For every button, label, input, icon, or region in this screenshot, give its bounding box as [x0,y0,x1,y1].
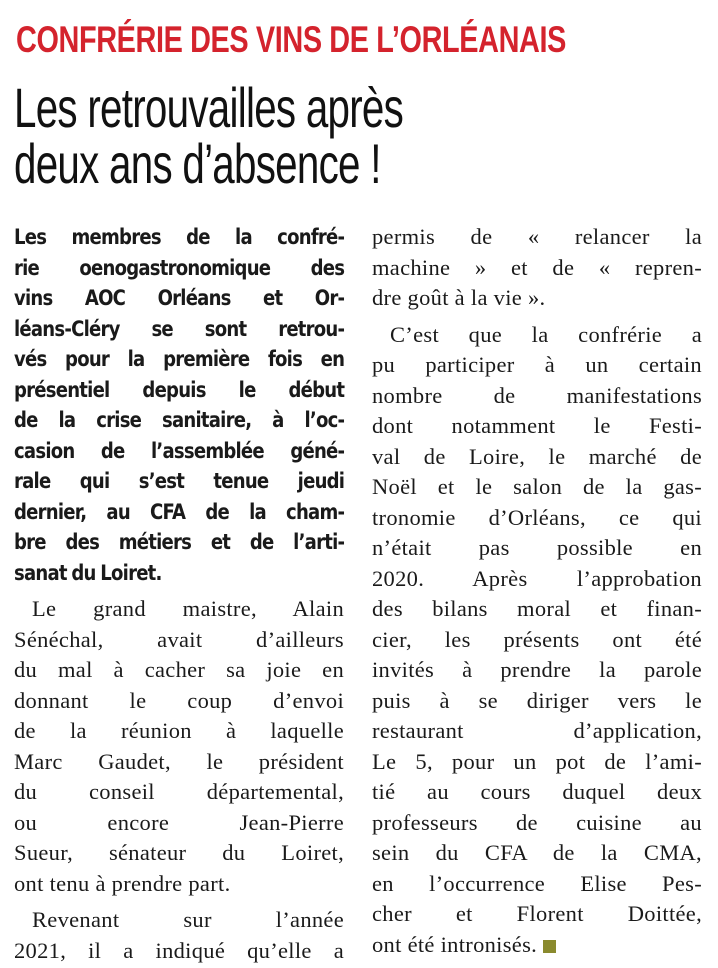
paragraph [372,320,702,961]
text-line [372,808,702,839]
text-line-content: présentiel depuis le début [14,377,345,402]
end-of-article-square-icon [543,940,556,953]
text-line [372,869,702,900]
text-line [14,375,344,406]
text-line [372,625,702,656]
text-line-content: dernier, au CFA de la cham- [14,499,345,524]
text-line-content: rie oenogastronomique des [14,255,345,280]
text-line [14,497,344,528]
text-line-content: Sénéchal, avait d’ailleurs [14,626,344,652]
text-line-content: cier, les présents ont été [372,626,702,652]
text-line-content: tié au cours duquel deux [372,779,702,804]
text-line [14,253,344,284]
text-line-content: C’est que la confrérie a [390,321,702,347]
paragraph [14,905,344,966]
text-line [14,716,344,747]
text-line-content: sein du CFA de la CMA, [372,840,702,865]
text-line [372,747,702,778]
text-line [372,594,702,625]
text-line [14,222,344,253]
text-line-content: restaurant d’application, [372,718,702,743]
text-line-content: professeurs de cuisine au [372,809,702,835]
text-line-content: vins AOC Orléans et Or- [14,286,345,310]
text-line [14,747,344,778]
text-line [14,936,344,967]
text-line [372,442,702,473]
text-line [14,314,344,345]
text-line-content: dre goût à la vie ». [372,285,546,310]
text-line [14,527,344,558]
text-line [372,533,702,564]
text-line [372,686,702,717]
text-line [372,564,702,595]
text-line [14,625,344,656]
text-line [372,411,702,442]
text-line-content: casion de l’assemblée géné- [14,438,345,463]
text-line-content: val de Loire, le marché de [372,443,702,469]
text-line [14,777,344,808]
text-line-content: pu participer à un certain [372,352,702,377]
headline-line: deux ans d’absence ! [14,132,381,195]
text-line-content: n’était pas possible en [372,535,702,560]
text-line [14,405,344,436]
text-line-content: en l’occurrence Elise Pes- [372,870,702,896]
text-line [372,320,702,351]
text-line-content: cher et Florent Doittée, [372,901,702,926]
text-line-content: de la crise sanitaire, à l’oc- [14,408,345,432]
text-line [14,838,344,869]
text-line-content: rale qui s’est tenue jeudi [14,469,345,493]
text-line-content: Sueur, sénateur du Loiret, [14,840,344,865]
text-line-content: Les membres de la confré- [14,225,345,249]
text-line-content: bre des métiers et de l’arti- [14,530,345,554]
text-line [372,381,702,412]
text-line-content: ont tenu à prendre part. [14,870,231,896]
text-line-content: ou encore Jean-Pierre [14,809,344,835]
text-line-content: Noël et le salon de la gas- [372,474,702,499]
text-line-content: permis de « relancer la [372,224,702,249]
text-line-content: donnant le coup d’envoi [14,687,344,713]
text-line-content: de la réunion à laquelle [14,718,344,743]
text-line [14,466,344,497]
text-line-content: Le 5, pour un pot de l’ami- [372,748,702,774]
text-line-content: Revenant sur l’année [32,907,344,932]
text-line [372,838,702,869]
text-line [372,283,702,314]
text-line [372,716,702,747]
text-line [14,283,344,314]
text-line-content: léans-Cléry se sont retrou- [14,316,345,341]
text-line-content: sanat du Loiret. [14,560,162,585]
text-line-content: Marc Gaudet, le président [14,748,344,774]
text-line [14,686,344,717]
text-line [372,655,702,686]
text-line [14,655,344,686]
text-line [14,344,344,375]
text-line-content: nombre de manifestations [372,382,702,408]
text-line-content: vés pour la première fois en [14,347,345,371]
text-line-content: des bilans moral et finan- [372,596,702,621]
text-line [372,503,702,534]
text-line [372,222,702,253]
text-line [14,869,344,900]
text-line [372,899,702,930]
headline-line: Les retrouvailles après [14,76,404,139]
text-line [372,930,702,961]
article-headline [14,76,662,195]
paragraph [372,222,702,314]
text-line-content: invités à prendre la parole [372,657,702,682]
text-line-content: du mal à cacher sa joie en [14,657,344,682]
right-column [372,222,702,960]
text-line-content: 2021, il a indiqué qu’elle a [14,937,344,963]
text-line [14,594,344,625]
text-line [14,905,344,936]
text-line-content: du conseil départemental, [14,779,344,804]
text-line-content: tronomie d’Orléans, ce qui [372,504,702,530]
article-lead [14,222,344,588]
paragraph [14,594,344,899]
text-line-content: machine » et de « repren- [372,254,702,280]
text-line [372,777,702,808]
left-column [14,222,344,966]
text-line-content: dont notamment le Festi- [372,413,702,438]
text-line [372,472,702,503]
article-kicker: CONFRÉRIE DES VINS DE L’ORLÉANAIS [16,19,566,60]
text-line [14,436,344,467]
text-line-content: puis à se diriger vers le [372,687,702,713]
text-line [372,350,702,381]
text-line [14,808,344,839]
text-line [14,558,344,589]
text-line-content: 2020. Après l’approbation [372,565,702,591]
text-line [372,253,702,284]
text-line-content: Le grand maistre, Alain [32,596,344,621]
text-line-content: ont été intronisés. [372,931,538,957]
